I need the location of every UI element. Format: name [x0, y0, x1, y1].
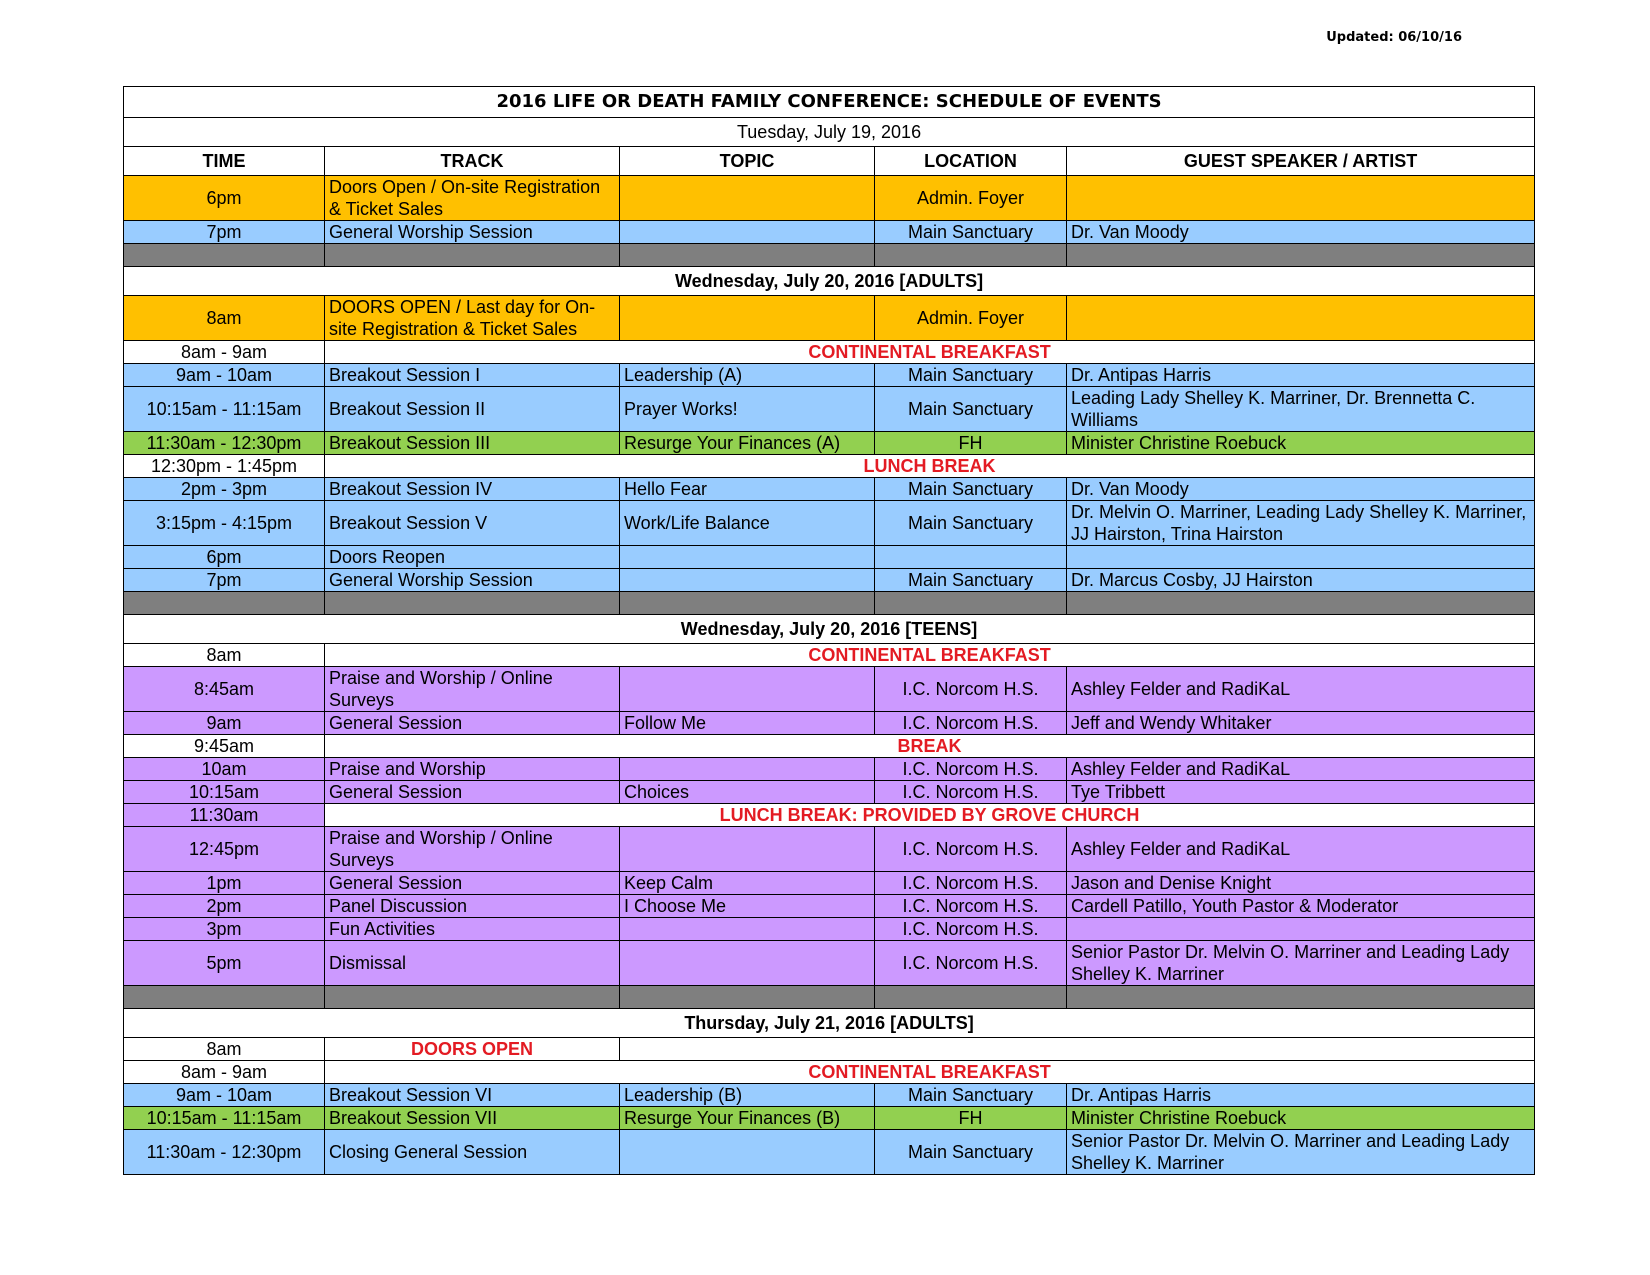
location-cell: Main Sanctuary	[875, 221, 1067, 244]
time-cell: 11:30am - 12:30pm	[124, 432, 325, 455]
topic-cell: I Choose Me	[620, 895, 875, 918]
location-cell: FH	[875, 432, 1067, 455]
time-cell: 6pm	[124, 176, 325, 221]
location-cell: I.C. Norcom H.S.	[875, 712, 1067, 735]
time-cell: 9:45am	[124, 735, 325, 758]
topic-cell	[620, 221, 875, 244]
table-row	[124, 1084, 1535, 1107]
speaker-cell: Dr. Antipas Harris	[1067, 364, 1535, 387]
table-row	[124, 364, 1535, 387]
topic-cell	[620, 296, 875, 341]
speaker-cell	[1067, 918, 1535, 941]
location-cell: Main Sanctuary	[875, 364, 1067, 387]
track-cell: Breakout Session VII	[325, 1107, 620, 1130]
track-cell: DOORS OPEN / Last day for On-site Registration & Ticket Sales	[325, 296, 620, 341]
banner-cell: LUNCH BREAK	[325, 455, 1535, 478]
topic-cell: Prayer Works!	[620, 387, 875, 432]
topic-cell	[620, 569, 875, 592]
table-row	[124, 827, 1535, 872]
location-cell: Main Sanctuary	[875, 1130, 1067, 1175]
location-cell: I.C. Norcom H.S.	[875, 781, 1067, 804]
topic-cell	[620, 827, 875, 872]
column-header-track: TRACK	[325, 147, 620, 176]
time-cell: 8am	[124, 644, 325, 667]
location-cell: Main Sanctuary	[875, 501, 1067, 546]
track-cell: General Worship Session	[325, 221, 620, 244]
topic-cell: Work/Life Balance	[620, 501, 875, 546]
table-row	[124, 804, 1535, 827]
table-row	[124, 176, 1535, 221]
track-cell: General Session	[325, 712, 620, 735]
table-row	[124, 432, 1535, 455]
topic-cell: Keep Calm	[620, 872, 875, 895]
time-cell: 3:15pm - 4:15pm	[124, 501, 325, 546]
speaker-cell: Dr. Antipas Harris	[1067, 1084, 1535, 1107]
topic-cell	[620, 941, 875, 986]
location-cell: I.C. Norcom H.S.	[875, 872, 1067, 895]
track-cell: Breakout Session III	[325, 432, 620, 455]
table-row	[124, 758, 1535, 781]
time-cell: 10am	[124, 758, 325, 781]
topic-cell: Resurge Your Finances (B)	[620, 1107, 875, 1130]
location-cell: Main Sanctuary	[875, 478, 1067, 501]
page-title: 2016 LIFE OR DEATH FAMILY CONFERENCE: SCHEDULE OF EVENTS	[124, 87, 1535, 118]
table-row	[124, 296, 1535, 341]
speaker-cell: Ashley Felder and RadiKaL	[1067, 667, 1535, 712]
day-header: Wednesday, July 20, 2016 [ADULTS]	[124, 267, 1535, 296]
time-cell: 9am - 10am	[124, 364, 325, 387]
table-row	[124, 712, 1535, 735]
table-row	[124, 387, 1535, 432]
table-row	[124, 667, 1535, 712]
banner-cell: LUNCH BREAK: PROVIDED BY GROVE CHURCH	[325, 804, 1535, 827]
table-row	[124, 781, 1535, 804]
speaker-cell: Dr. Van Moody	[1067, 478, 1535, 501]
location-cell: I.C. Norcom H.S.	[875, 895, 1067, 918]
time-cell: 10:15am	[124, 781, 325, 804]
time-cell: 2pm - 3pm	[124, 478, 325, 501]
speaker-cell: Jeff and Wendy Whitaker	[1067, 712, 1535, 735]
speaker-cell: Senior Pastor Dr. Melvin O. Marriner and Leading Lady Shelley K. Marriner	[1067, 1130, 1535, 1175]
location-cell: I.C. Norcom H.S.	[875, 827, 1067, 872]
location-cell: I.C. Norcom H.S.	[875, 758, 1067, 781]
banner-cell: CONTINENTAL BREAKFAST	[325, 644, 1535, 667]
track-cell: Praise and Worship	[325, 758, 620, 781]
track-cell: Breakout Session IV	[325, 478, 620, 501]
speaker-cell	[1067, 176, 1535, 221]
time-cell: 9am	[124, 712, 325, 735]
separator-row	[124, 986, 1535, 1009]
time-cell: 11:30am - 12:30pm	[124, 1130, 325, 1175]
column-header-time: TIME	[124, 147, 325, 176]
table-row	[124, 872, 1535, 895]
topic-cell: Leadership (B)	[620, 1084, 875, 1107]
table-row	[124, 1130, 1535, 1175]
topic-cell	[620, 918, 875, 941]
time-cell: 12:45pm	[124, 827, 325, 872]
track-cell: Doors Reopen	[325, 546, 620, 569]
speaker-cell: Leading Lady Shelley K. Marriner, Dr. Brennetta C. Williams	[1067, 387, 1535, 432]
track-cell: Doors Open / On-site Registration & Ticket Sales	[325, 176, 620, 221]
table-row	[124, 895, 1535, 918]
table-row	[124, 918, 1535, 941]
topic-cell: Resurge Your Finances (A)	[620, 432, 875, 455]
speaker-cell: Minister Christine Roebuck	[1067, 432, 1535, 455]
location-cell: I.C. Norcom H.S.	[875, 941, 1067, 986]
location-cell: Main Sanctuary	[875, 387, 1067, 432]
track-cell: Breakout Session VI	[325, 1084, 620, 1107]
speaker-cell: Jason and Denise Knight	[1067, 872, 1535, 895]
location-cell: Admin. Foyer	[875, 296, 1067, 341]
column-header-speaker: GUEST SPEAKER / ARTIST	[1067, 147, 1535, 176]
time-cell: 11:30am	[124, 804, 325, 827]
topic-cell: Hello Fear	[620, 478, 875, 501]
time-cell: 7pm	[124, 569, 325, 592]
track-cell: Fun Activities	[325, 918, 620, 941]
speaker-cell	[1067, 546, 1535, 569]
table-row	[124, 735, 1535, 758]
speaker-cell: Tye Tribbett	[1067, 781, 1535, 804]
speaker-cell: Ashley Felder and RadiKaL	[1067, 758, 1535, 781]
speaker-cell: Dr. Van Moody	[1067, 221, 1535, 244]
speaker-cell	[1067, 296, 1535, 341]
table-row	[124, 341, 1535, 364]
topic-cell: Choices	[620, 781, 875, 804]
speaker-cell: Ashley Felder and RadiKaL	[1067, 827, 1535, 872]
column-header-location: LOCATION	[875, 147, 1067, 176]
speaker-cell: Senior Pastor Dr. Melvin O. Marriner and Leading Lady Shelley K. Marriner	[1067, 941, 1535, 986]
day-header: Wednesday, July 20, 2016 [TEENS]	[124, 615, 1535, 644]
table-row	[124, 941, 1535, 986]
time-cell: 10:15am - 11:15am	[124, 387, 325, 432]
table-row	[124, 478, 1535, 501]
track-cell: General Session	[325, 781, 620, 804]
table-row	[124, 221, 1535, 244]
time-cell: 1pm	[124, 872, 325, 895]
time-cell: 7pm	[124, 221, 325, 244]
table-row	[124, 501, 1535, 546]
time-cell: 3pm	[124, 918, 325, 941]
speaker-cell: Dr. Melvin O. Marriner, Leading Lady Shelley K. Marriner, JJ Hairston, Trina Hairston	[1067, 501, 1535, 546]
banner-cell: BREAK	[325, 735, 1535, 758]
time-cell: 8:45am	[124, 667, 325, 712]
topic-cell	[620, 176, 875, 221]
banner-cell: CONTINENTAL BREAKFAST	[325, 341, 1535, 364]
track-cell: Praise and Worship / Online Surveys	[325, 827, 620, 872]
track-cell: Praise and Worship / Online Surveys	[325, 667, 620, 712]
table-row	[124, 455, 1535, 478]
day-header: Tuesday, July 19, 2016	[124, 118, 1535, 147]
time-cell: 5pm	[124, 941, 325, 986]
time-cell: 9am - 10am	[124, 1084, 325, 1107]
location-cell	[875, 546, 1067, 569]
time-cell: 12:30pm - 1:45pm	[124, 455, 325, 478]
table-row	[124, 546, 1535, 569]
track-cell: Closing General Session	[325, 1130, 620, 1175]
table-row	[124, 1107, 1535, 1130]
topic-cell: Follow Me	[620, 712, 875, 735]
track-cell: Breakout Session V	[325, 501, 620, 546]
topic-cell	[620, 758, 875, 781]
table-row	[124, 1061, 1535, 1084]
table-row	[124, 644, 1535, 667]
time-cell: 8am	[124, 1038, 325, 1061]
speaker-cell: Cardell Patillo, Youth Pastor & Moderator	[1067, 895, 1535, 918]
time-cell: 6pm	[124, 546, 325, 569]
table-row	[124, 569, 1535, 592]
location-cell: Admin. Foyer	[875, 176, 1067, 221]
time-cell: 2pm	[124, 895, 325, 918]
track-cell: General Session	[325, 872, 620, 895]
table-row	[124, 1038, 1535, 1061]
time-cell: 10:15am - 11:15am	[124, 1107, 325, 1130]
track-cell: Panel Discussion	[325, 895, 620, 918]
speaker-cell: Minister Christine Roebuck	[1067, 1107, 1535, 1130]
time-cell: 8am - 9am	[124, 1061, 325, 1084]
separator-row	[124, 592, 1535, 615]
track-cell: Breakout Session II	[325, 387, 620, 432]
topic-cell	[620, 667, 875, 712]
track-cell: Dismissal	[325, 941, 620, 986]
banner-cell: CONTINENTAL BREAKFAST	[325, 1061, 1535, 1084]
speaker-cell: Dr. Marcus Cosby, JJ Hairston	[1067, 569, 1535, 592]
location-cell: I.C. Norcom H.S.	[875, 667, 1067, 712]
topic-cell	[620, 1130, 875, 1175]
updated-date: Updated: 06/10/16	[1326, 30, 1462, 45]
location-cell: FH	[875, 1107, 1067, 1130]
schedule-table	[123, 86, 1535, 1175]
location-cell: I.C. Norcom H.S.	[875, 918, 1067, 941]
separator-row	[124, 244, 1535, 267]
location-cell: Main Sanctuary	[875, 1084, 1067, 1107]
banner-cell: DOORS OPEN	[325, 1038, 620, 1061]
time-cell: 8am - 9am	[124, 341, 325, 364]
track-cell: Breakout Session I	[325, 364, 620, 387]
day-header: Thursday, July 21, 2016 [ADULTS]	[124, 1009, 1535, 1038]
column-header-topic: TOPIC	[620, 147, 875, 176]
track-cell: General Worship Session	[325, 569, 620, 592]
topic-cell	[620, 546, 875, 569]
location-cell: Main Sanctuary	[875, 569, 1067, 592]
time-cell: 8am	[124, 296, 325, 341]
topic-cell: Leadership (A)	[620, 364, 875, 387]
